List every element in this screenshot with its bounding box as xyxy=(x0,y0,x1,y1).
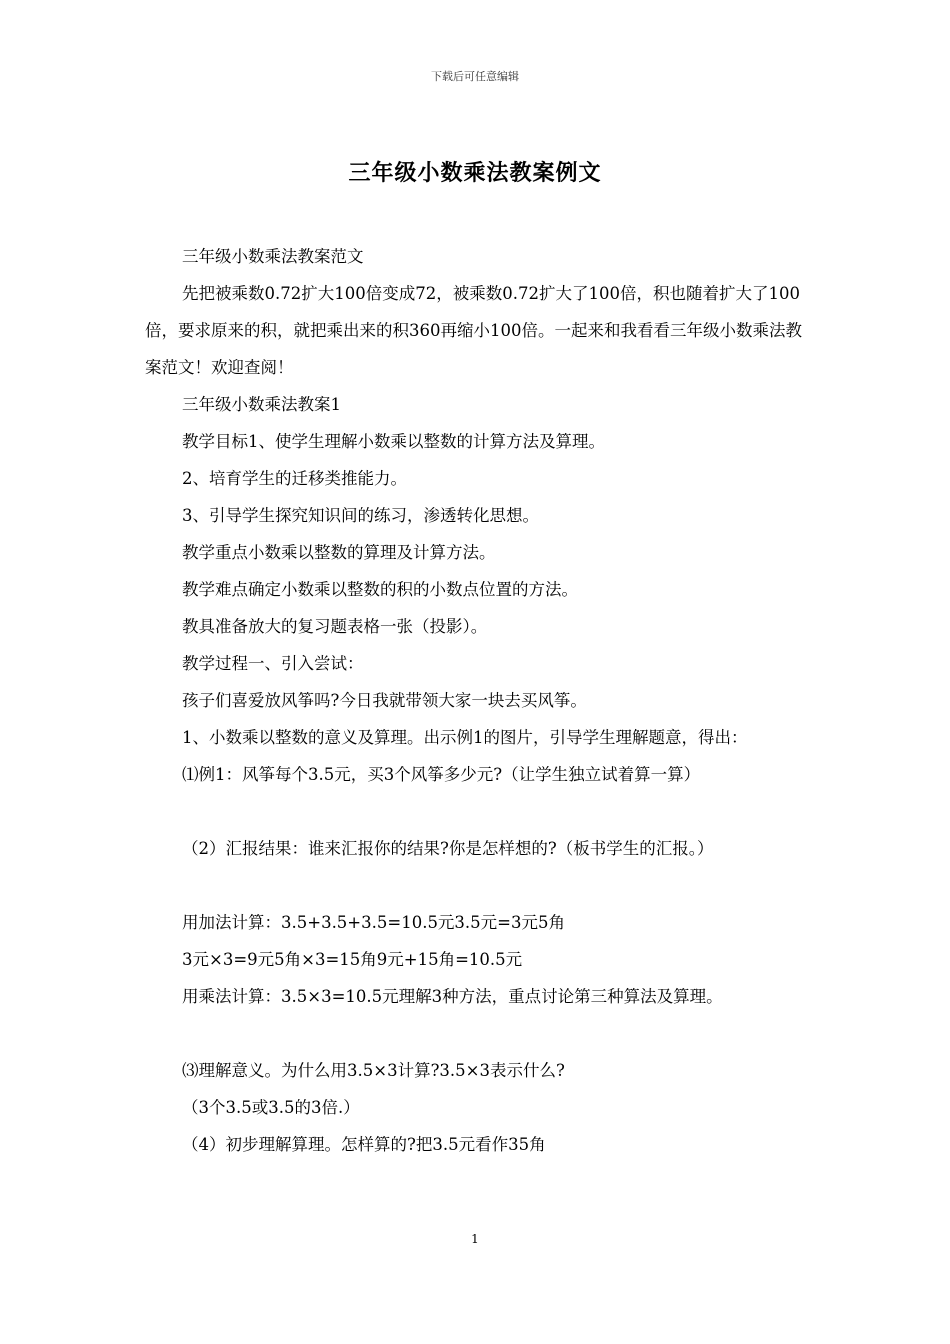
paragraph-goal-2: 2、培育学生的迁移类推能力。 xyxy=(182,469,407,488)
document-title: 三年级小数乘法教案例文 xyxy=(348,160,602,186)
paragraph-subtitle: 三年级小数乘法教案范文 xyxy=(182,247,364,266)
paragraph-example-1: ⑴例1：风筝每个3.5元，买3个风筝多少元?（让学生独立试着算一算） xyxy=(182,765,701,784)
paragraph-multiplication: 用乘法计算：3.5×3=10.5元理解3种方法，重点讨论第三种算法及算理。 xyxy=(182,987,723,1006)
paragraph-conversion: 3元×3=9元5角×3=15角9元+15角=10.5元 xyxy=(182,950,523,969)
page-header: 下载后可任意编辑 xyxy=(431,70,519,83)
paragraph-materials: 教具准备放大的复习题表格一张（投影）。 xyxy=(182,617,488,636)
blank-line xyxy=(145,867,807,904)
paragraph-report: （2）汇报结果：谁来汇报你的结果?你是怎样想的?（板书学生的汇报。） xyxy=(182,839,714,858)
paragraph-difficulty: 教学难点确定小数乘以整数的积的小数点位置的方法。 xyxy=(182,580,578,599)
document-body xyxy=(145,238,807,1163)
paragraph-answer: （3个3.5或3.5的3倍.） xyxy=(182,1098,360,1117)
paragraph-goal-3: 3、引导学生探究知识间的练习，渗透转化思想。 xyxy=(182,506,539,525)
paragraph-addition: 用加法计算：3.5+3.5+3.5=10.5元3.5元=3元5角 xyxy=(182,913,565,932)
blank-line xyxy=(145,793,807,830)
paragraph-algorithm: （4）初步理解算理。怎样算的?把3.5元看作35角 xyxy=(182,1135,546,1154)
page-number: 1 xyxy=(471,1232,479,1246)
paragraph-meaning: 1、小数乘以整数的意义及算理。出示例1的图片，引导学生理解题意，得出： xyxy=(182,728,748,747)
paragraph-key-point: 教学重点小数乘以整数的算理及计算方法。 xyxy=(182,543,496,562)
paragraph-process: 教学过程一、引入尝试： xyxy=(182,654,364,673)
paragraph-intro: 先把被乘数0.72扩大100倍变成72，被乘数0.72扩大了100倍，积也随着扩大了100倍，要求原来的积，就把乘出来的积360再缩小100倍。一起来和我看看三年级小数乘法教案范文！欢迎查阅！ xyxy=(145,284,802,377)
paragraph-kite: 孩子们喜爱放风筝吗?今日我就带领大家一块去买风筝。 xyxy=(182,691,587,710)
paragraph-lesson-heading: 三年级小数乘法教案1 xyxy=(182,395,341,414)
paragraph-understand-meaning: ⑶理解意义。为什么用3.5×3计算?3.5×3表示什么? xyxy=(182,1061,565,1080)
blank-line xyxy=(145,1015,807,1052)
paragraph-goal-1: 教学目标1、使学生理解小数乘以整数的计算方法及算理。 xyxy=(182,432,605,451)
